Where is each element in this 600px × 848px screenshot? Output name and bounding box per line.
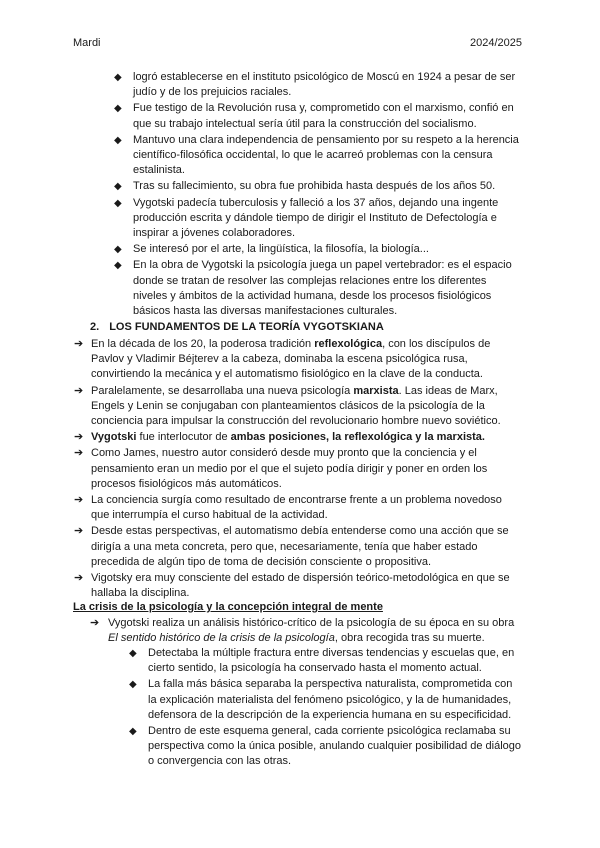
list-item <box>0 446 600 492</box>
list-item <box>0 616 600 646</box>
arrow-bullet-icon: ➔ <box>74 338 84 350</box>
diamond-bullet-icon: ◆ <box>114 181 122 193</box>
section-title: LOS FUNDAMENTOS DE LA TEORÍA VYGOTSKIANA <box>109 321 384 333</box>
diamond-bullet-icon: ◆ <box>129 648 137 659</box>
section-heading <box>90 321 384 333</box>
list-item-text: Tras su fallecimiento, su obra fue prohibida hasta después de los años 50. <box>133 180 496 193</box>
list-item-text: La falla más básica separaba la perspectiva naturalista, comprometida con la explicación materialista del fenómeno psicológico, y la de humanidades, defensora de la descripción de la experiencia humana en su especificidad. <box>148 678 513 721</box>
list-item-text: Vygotski realiza un análisis histórico-crítico de la psicología de su época en su obra <box>108 617 515 629</box>
header-year: 2024/2025 <box>470 37 522 49</box>
diamond-bullet-icon: ◆ <box>114 72 122 83</box>
list-item-text: En la obra de Vygotski la psicología juega un papel vertebrador: es el espacio donde se tratan de resolver las complejas relaciones entre los diferentes niveles y ámbitos de la actividad humana, desde los procesos fisiológicos básicos hasta las diversas manifestaciones culturales. <box>133 259 512 318</box>
list-item-text: Vygotski padecía tuberculosis y falleció a los 37 años, dejando una ingente producción escrita y dándole tiempo de dirigir el Instituto de Defectología e inspirar a jóvenes colaboradores. <box>133 196 499 240</box>
list-item-text: Se interesó por el arte, la lingüística, la filosofía, la biología... <box>133 243 429 256</box>
crisis-arrow-list <box>0 616 600 646</box>
arrow-bullet-icon: ➔ <box>90 617 100 629</box>
book-title: El sentido histórico de la crisis de la psicología <box>108 632 335 645</box>
list-item <box>0 133 600 179</box>
list-item <box>0 196 600 242</box>
diamond-bullet-icon: ◆ <box>114 103 122 115</box>
list-item <box>0 384 600 430</box>
list-item-text: Detectaba la múltiple fractura entre diversas tendencias y escuelas que, en cierto sentido, la psicología ha conservado hasta el momento actual. <box>148 647 515 675</box>
bold-term: reflexológica <box>314 338 383 350</box>
list-item <box>0 242 600 257</box>
list-item-text: fue interlocutor de <box>136 431 231 444</box>
list-item-text: logró establecerse en el instituto psicológico de Moscú en 1924 a pesar de ser judío y de los prejuicios raciales. <box>133 71 516 99</box>
diamond-list <box>0 70 600 320</box>
diamond-bullet-icon: ◆ <box>114 197 122 209</box>
list-item <box>0 724 600 770</box>
list-item-text: Como James, nuestro autor consideró desde muy pronto que la conciencia y el pensamiento eran un medio por el que el sujeto podía dirigir y poner en orden los procesos fisiológicos más automáticos. <box>91 447 488 490</box>
list-item <box>0 258 600 319</box>
arrow-list <box>0 337 600 602</box>
diamond-bullet-icon: ◆ <box>129 726 137 738</box>
list-item <box>0 430 600 445</box>
diamond-bullet-icon: ◆ <box>129 679 137 691</box>
header-author: Mardi <box>73 37 101 49</box>
list-item-text: , obra recogida tras su muerte. <box>334 632 485 645</box>
section-number: 2. <box>90 321 100 333</box>
list-item <box>0 524 600 570</box>
list-item-text: Desde estas perspectivas, el automatismo debía entenderse como una acción que se dirigía a una meta concreta, pero que, necesariamente, tenía que haber estado precedida de algún tipo de toma de decisión consciente o propositiva. <box>91 525 509 568</box>
bold-term: ambas posiciones, la reflexológica y la marxista. <box>230 431 485 444</box>
list-item-text: La conciencia surgía como resultado de encontrarse frente a un problema novedoso que interrumpía el curso habitual de la actividad. <box>91 494 502 522</box>
list-item <box>0 179 600 194</box>
list-item <box>0 101 600 131</box>
arrow-bullet-icon: ➔ <box>74 494 84 507</box>
crisis-diamond-list <box>0 646 600 771</box>
list-item-text: Vigotsky era muy consciente del estado de dispersión teórico-metodológica en que se hallaba la disciplina. <box>91 572 510 600</box>
list-item <box>0 646 600 676</box>
list-item-text: Fue testigo de la Revolución rusa y, comprometido con el marxismo, confió en que su trabajo intelectual sería útil para la construcción del socialismo. <box>133 102 514 130</box>
list-item <box>0 571 600 601</box>
list-item-text: Mantuvo una clara independencia de pensamiento por su respeto a la herencia científico-filosófica occidental, lo que le acarreó problemas con la censura estalinista. <box>133 133 519 177</box>
list-item <box>0 677 600 723</box>
subsection-title: La crisis de la psicología y la concepción integral de mente <box>73 601 383 613</box>
arrow-bullet-icon: ➔ <box>74 431 84 444</box>
list-item-text: . Las ideas de Marx, Engels y Lenin se conjugaban con planteamientos clásicos de la psicología de la conciencia para impulsar la construcción del revolucionario hombre nuevo soviético. <box>91 384 501 428</box>
diamond-bullet-icon: ◆ <box>114 260 122 272</box>
list-item-text: Paralelamente, se desarrollaba una nueva psicología <box>91 384 354 397</box>
list-item <box>0 337 600 383</box>
diamond-bullet-icon: ◆ <box>114 134 122 146</box>
arrow-bullet-icon: ➔ <box>74 572 84 585</box>
bold-term: Vygotski <box>91 431 137 444</box>
list-item-text: En la década de los 20, la poderosa tradición <box>91 338 315 350</box>
list-item-text: Dentro de este esquema general, cada corriente psicológica reclamaba su perspectiva como la única posible, anulando cualquier posibilidad de diálogo o convergencia con las otras. <box>148 725 522 768</box>
diamond-bullet-icon: ◆ <box>114 244 122 256</box>
arrow-bullet-icon: ➔ <box>74 384 84 397</box>
arrow-bullet-icon: ➔ <box>74 447 84 460</box>
list-item <box>0 493 600 523</box>
bold-term: marxista <box>353 384 399 397</box>
arrow-bullet-icon: ➔ <box>74 525 84 538</box>
list-item-text: , con los discípulos de Pavlov y Vladimir Béjterev a la cabeza, dominaba la escena psicológica rusa, convirtiendo la mecánica y el automatismo fisiológico en la clave de la conducta. <box>91 338 491 381</box>
list-item <box>0 70 600 100</box>
